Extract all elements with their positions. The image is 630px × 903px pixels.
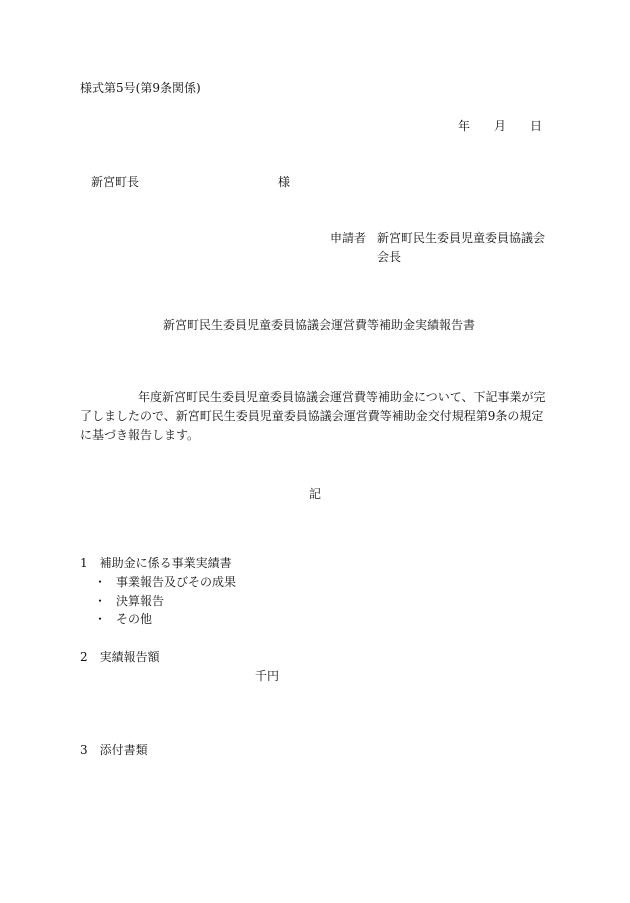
section-1-item-label: 事業報告及びその成果 bbox=[116, 575, 237, 589]
document-title: 新宮町民生委員児童委員協議会運営費等補助金実績報告書 bbox=[163, 318, 476, 332]
applicant-organization: 新宮町民生委員児童委員協議会 bbox=[377, 231, 546, 245]
section-3-heading: 3 添付書類 bbox=[80, 743, 148, 757]
section-1-item-label: その他 bbox=[116, 612, 153, 626]
bullet: ・ bbox=[94, 575, 107, 589]
applicant-label: 申請者 bbox=[330, 231, 367, 245]
section-1-item bbox=[94, 595, 164, 607]
date-day-label: 日 bbox=[530, 119, 543, 133]
date-month-label: 月 bbox=[494, 119, 507, 133]
section-2-unit: 千円 bbox=[255, 669, 280, 683]
form-number: 様式第5号(第9条関係) bbox=[80, 81, 201, 95]
section-2-heading: 2 実績報告額 bbox=[80, 650, 160, 664]
section-1-item bbox=[94, 613, 152, 625]
section-1-item bbox=[94, 576, 236, 588]
body-paragraph bbox=[80, 388, 550, 445]
bullet: ・ bbox=[94, 612, 107, 626]
addressee-honorific: 様 bbox=[278, 175, 291, 189]
bullet: ・ bbox=[94, 594, 107, 608]
date-year-label: 年 bbox=[458, 119, 471, 133]
section-1-heading: 1 補助金に係る事業実績書 bbox=[80, 556, 232, 570]
ki-label: 記 bbox=[309, 487, 322, 501]
addressee-name: 新宮町長 bbox=[91, 175, 140, 189]
applicant-title: 会長 bbox=[377, 250, 402, 264]
section-1-item-label: 決算報告 bbox=[116, 594, 165, 608]
body-text: 年度新宮町民生委員児童委員協議会運営費等補助金について、下記事業が完了しましたので、新宮町民生委員児童委員協議会運営費等補助金交付規程第9条の規定に基づき報告します。 bbox=[80, 390, 546, 442]
